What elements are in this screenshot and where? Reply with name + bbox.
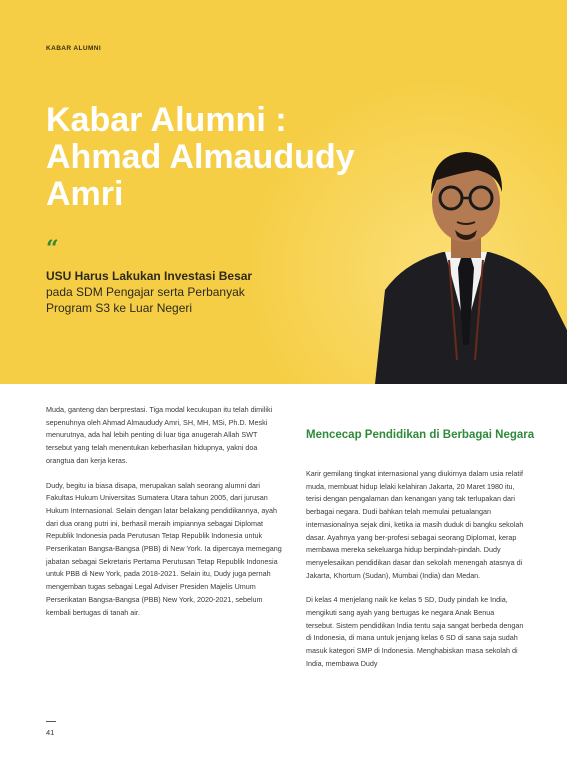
left-column bbox=[46, 404, 282, 631]
right-column bbox=[306, 468, 524, 683]
paragraph: Karir gemilang tingkat internasional yang diukirnya dalam usia relatif muda, membuat hidup lelaki kelahiran Jakarta, 20 Maret 1980 itu, terisi dengan pengalaman dan kenangan yang tak terlupakan dari berbagai negara. Dudi bahkan telah memulai petualangan internasionalnya sejak dini, ketika ia masih duduk di bangku sekolah dasar. Ayahnya yang ber-profesi sebagai seorang Diplomat, kerap membawa mereka sekeluarga hidup berpindah-pindah. Dudy menyelesaikan pendidikan dasar dan sekolah menengah atasnya di Jakarta, Khortum (Sudan), Mumbai (India) dan Medan. bbox=[306, 469, 524, 580]
page-number-rule bbox=[46, 721, 56, 722]
paragraph: Di kelas 4 menjelang naik ke kelas 5 SD, Dudy pindah ke India, mengikuti sang ayah yang bertugas ke negara Anak Benua tersebut. Sistem pendidikan India tentu saja sangat berbeda dengan di Indonesia, di mana untuk jenjang kelas 6 SD di sana saja sudah masuk kategori SMP di Indonesia. Menghabiskan masa sekolah di India, membawa Dudy bbox=[306, 595, 524, 668]
lead-line-2: pada SDM Pengajar serta Perbanyak bbox=[46, 285, 245, 299]
title-line-3: Amri bbox=[46, 175, 124, 213]
portrait-photo bbox=[365, 130, 567, 384]
paragraph: Muda, ganteng dan berprestasi. Tiga modal kecukupan itu telah dimiliki sepenuhnya oleh Ahmad Almaududy Amri, SH, MH, MSi, Ph.D. Meski menurutnya, ada hal lebih penting di luar tiga anugerah Allah SWT tersebut yang telah menentukan keberhasilan hidupnya, yakni doa orangtua dan kerja keras. bbox=[46, 405, 273, 465]
title-line-1: Kabar Alumni : bbox=[46, 101, 287, 139]
section-subheading: Mencecap Pendidikan di Berbagai Negara bbox=[306, 429, 535, 441]
article-title bbox=[46, 102, 406, 213]
lead-quote bbox=[46, 268, 296, 316]
title-line-2: Ahmad Almaududy bbox=[46, 138, 355, 176]
quote-mark-icon: “ bbox=[46, 236, 59, 262]
section-label: KABAR ALUMNI bbox=[46, 45, 102, 52]
lead-line-3: Program S3 ke Luar Negeri bbox=[46, 301, 193, 315]
page-number: 41 bbox=[46, 728, 55, 737]
lead-bold: USU Harus Lakukan Investasi Besar bbox=[46, 269, 253, 283]
paragraph: Dudy, begitu ia biasa disapa, merupakan salah seorang alumni dari Fakultas Hukum Universitas Sumatera Utara tahun 2005, dari jurusan Hukum Internasional. Selain dengan latar belakang pendidikannya, ayah dari dua orang putri ini, berhasil meraih impiannya sebagai Diplomat Republik Indonesia pada Perutusan Tetap Republik Indonesia untuk Perserikatan Bangsa-Bangsa (PBB) di New York. Ia dipercaya memegang jabatan sebagai Sekretaris Pertama Perutusan Tetap Republik Indonesia untuk PBB di New York, pada 2018-2021. Selain itu, Dudy juga pernah mengemban tugas sebagai Legal Adviser Presiden Majelis Umum Perserikatan Bangsa-Bangsa (PBB) New York, 2020-2021, sebelum kembali bertugas di tanah air. bbox=[46, 480, 282, 617]
